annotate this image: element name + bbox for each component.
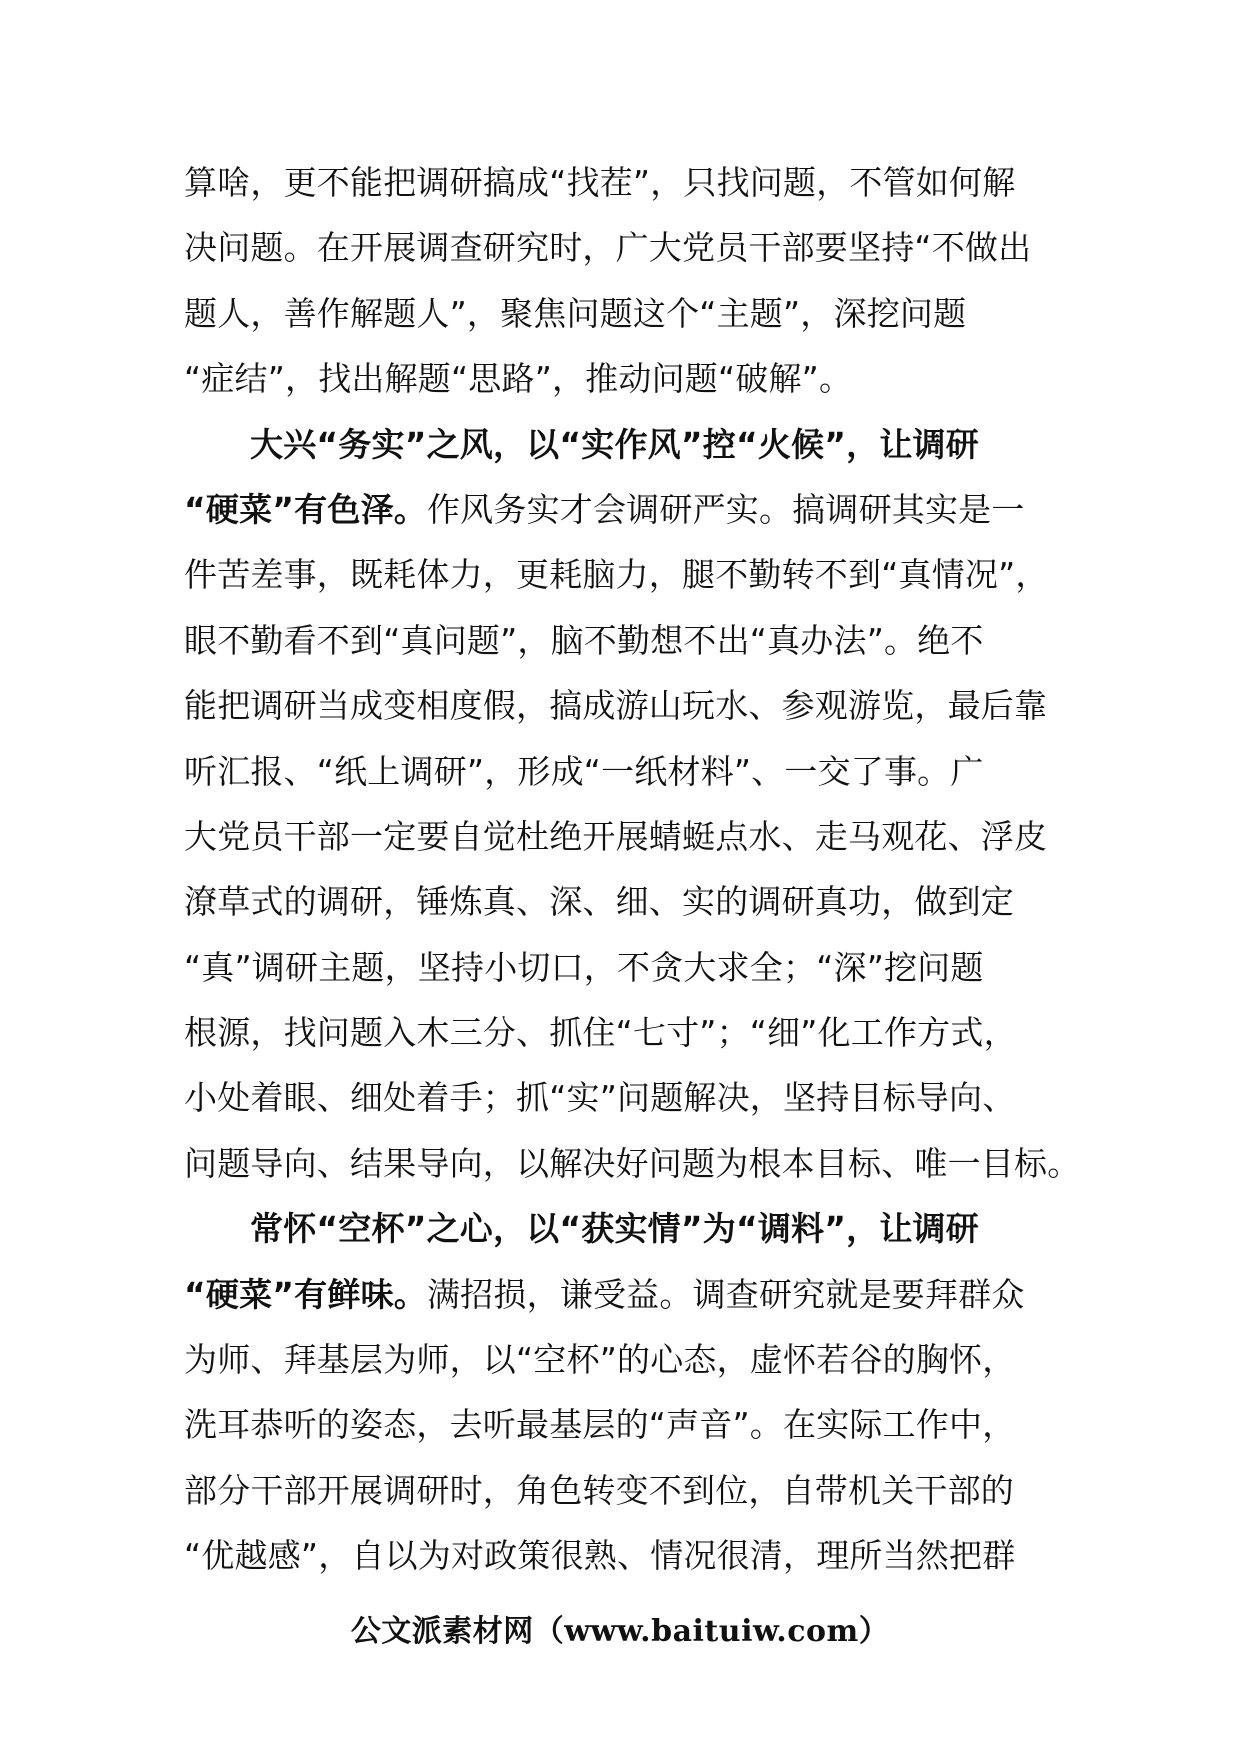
line-text: 题人，善作解题人”，聚焦问题这个“主题”，深挖问题: [184, 293, 967, 333]
text-line: [184, 215, 1064, 280]
text-line: [184, 477, 1064, 542]
line-text: 能把调研当成变相度假，搞成游山玩水、参观游览，最后靠: [184, 686, 1048, 726]
line-text: 潦草式的调研，锤炼真、深、细、实的调研真功，做到定: [184, 882, 1014, 922]
line-text: “优越感”，自以为对政策很熟、情况很清，理所当然把群: [184, 1536, 1016, 1576]
section-heading-bold: “硬菜”有色泽。: [184, 489, 427, 529]
article-body: [184, 150, 1081, 1589]
text-line: [184, 804, 1064, 869]
line-text: 算啥，更不能把调研搞成“找茬”，只找问题，不管如何解: [184, 163, 1016, 202]
text-line: [184, 1458, 1064, 1523]
line-text: 洗耳恭听的姿态，去听最基层的“声音”。在实际工作中，: [184, 1405, 1016, 1445]
text-line: [184, 1065, 1064, 1130]
text-line: [184, 150, 1064, 215]
line-text: “真”调研主题，坚持小切口，不贪大求全；“深”挖问题: [184, 947, 984, 987]
section-heading-bold: “硬菜”有鲜味。: [184, 1274, 427, 1314]
text-line: [184, 281, 1064, 346]
line-text: 部分干部开展调研时，角色转变不到位，自带机关干部的: [184, 1470, 1014, 1510]
text-line: [184, 935, 1064, 1000]
text-line: [184, 1000, 1064, 1065]
line-text: 满招损，谦受益。调查研究就是要拜群众: [426, 1274, 1025, 1314]
line-text: 眼不勤看不到“真问题”，脑不勤想不出“真办法”。绝不: [184, 620, 984, 660]
line-text: 问题导向、结果导向，以解决好问题为根本目标、唯一目标。: [184, 1143, 1081, 1183]
text-line: [184, 1392, 1064, 1457]
text-line: [184, 739, 1064, 804]
text-line: [184, 346, 1064, 411]
text-line: [184, 673, 1064, 738]
line-text: 大党员干部一定要自觉杜绝开展蜻蜓点水、走马观花、浮皮: [184, 816, 1048, 856]
line-text: 为师、拜基层为师，以“空杯”的心态，虚怀若谷的胸怀，: [184, 1340, 1016, 1380]
section-heading-bold: 大兴“务实”之风，以“实作风”控“火候”，让调研: [250, 424, 979, 464]
line-text: 决问题。在开展调查研究时，广大党员干部要坚持“不做出: [184, 228, 1032, 268]
text-line: [184, 1131, 1081, 1196]
line-text: 小处着眼、细处着手；抓“实”问题解决，坚持目标导向、: [184, 1078, 1016, 1118]
text-line: [184, 1523, 1064, 1588]
text-line: [184, 1262, 1064, 1327]
line-text: 听汇报、“纸上调研”，形成“一纸材料”、一交了事。广: [184, 751, 984, 791]
section-heading-line: [184, 412, 1064, 477]
text-line: [184, 869, 1064, 934]
page-footer: 公文派素材网（www.baituiw.com）: [350, 1614, 890, 1649]
line-text: 作风务实才会调研严实。搞调研其实是一: [426, 489, 1025, 529]
text-line: [184, 542, 1064, 607]
text-line: [184, 608, 1064, 673]
line-text: 根源，找问题入木三分、抓住“七寸”；“细”化工作方式，: [184, 1013, 1017, 1053]
text-line: [184, 1327, 1064, 1392]
line-text: 件苦差事，既耗体力，更耗脑力，腿不勤转不到“真情况”，: [184, 555, 1049, 595]
section-heading-bold: 常怀“空杯”之心，以“获实情”为“调料”，让调研: [250, 1209, 979, 1249]
section-heading-line: [184, 1196, 1064, 1261]
line-text: “症结”，找出解题“思路”，推动问题“破解”。: [184, 359, 853, 399]
